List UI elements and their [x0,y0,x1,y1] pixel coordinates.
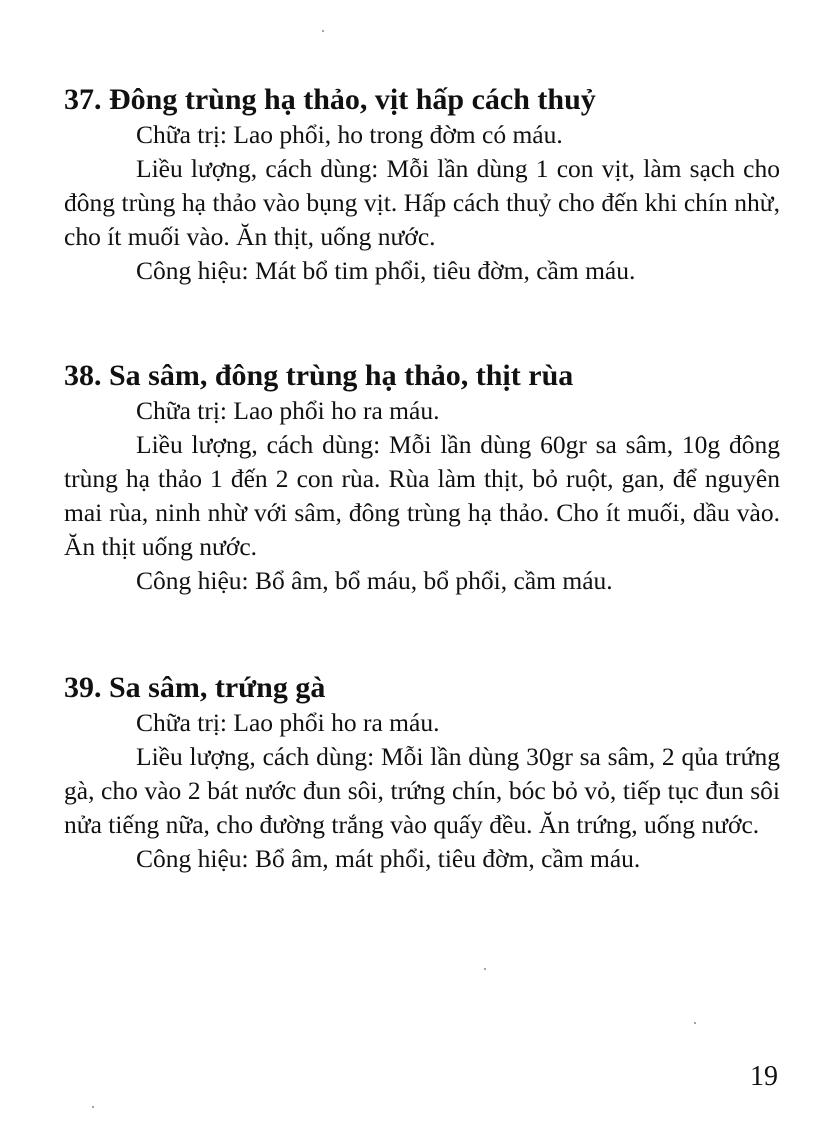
recipe-section-38 [64,358,780,598]
scan-speck [484,968,486,970]
indication-paragraph: Chữa trị: Lao phổi, ho trong đờm có máu. [136,120,563,149]
recipe-heading: 37. Đông trùng hạ thảo, vịt hấp cách thuỷ [64,83,596,116]
effect-paragraph: Công hiệu: Bổ âm, bổ máu, bổ phổi, cầm máu. [136,566,613,595]
scan-speck [694,1022,696,1024]
indication-paragraph: Chữa trị: Lao phổi ho ra máu. [136,708,440,737]
recipe-section-39 [64,670,780,876]
dosage-paragraph: Liều lượng, cách dùng: Mỗi lần dùng 30gr sa sâm, 2 qủa trứng gà, cho vào 2 bát nước đun sôi, trứng chín, bóc bỏ vỏ, tiếp tục đun sôi nửa tiếng nữa, cho đường trắng vào quấy đều. Ăn trứng, uống nước. [64,742,780,839]
recipe-heading: 38. Sa sâm, đông trùng hạ thảo, thịt rùa [64,359,574,392]
effect-paragraph: Công hiệu: Mát bổ tim phổi, tiêu đờm, cầm máu. [136,256,636,285]
page-number: 19 [750,1061,778,1092]
effect-paragraph: Công hiệu: Bổ âm, mát phổi, tiêu đờm, cầm máu. [136,844,641,873]
scan-speck [322,30,324,32]
dosage-paragraph: Liều lượng, cách dùng: Mỗi lần dùng 60gr sa sâm, 10g đông trùng hạ thảo 1 đến 2 con rùa. Rùa làm thịt, bỏ ruột, gan, để nguyên mai rùa, ninh nhừ với sâm, đông trùng hạ thảo. Cho ít muối, dầu vào. Ăn thịt uống nước. [64,430,780,561]
scan-speck [92,1106,94,1108]
indication-paragraph: Chữa trị: Lao phổi ho ra máu. [136,396,440,425]
recipe-section-37 [64,82,780,288]
recipe-heading: 39. Sa sâm, trứng gà [64,671,326,704]
dosage-paragraph: Liều lượng, cách dùng: Mỗi lần dùng 1 con vịt, làm sạch cho đông trùng hạ thảo vào bụng vịt. Hấp cách thuỷ cho đến khi chín nhừ, cho ít muối vào. Ăn thịt, uống nước. [64,154,780,251]
